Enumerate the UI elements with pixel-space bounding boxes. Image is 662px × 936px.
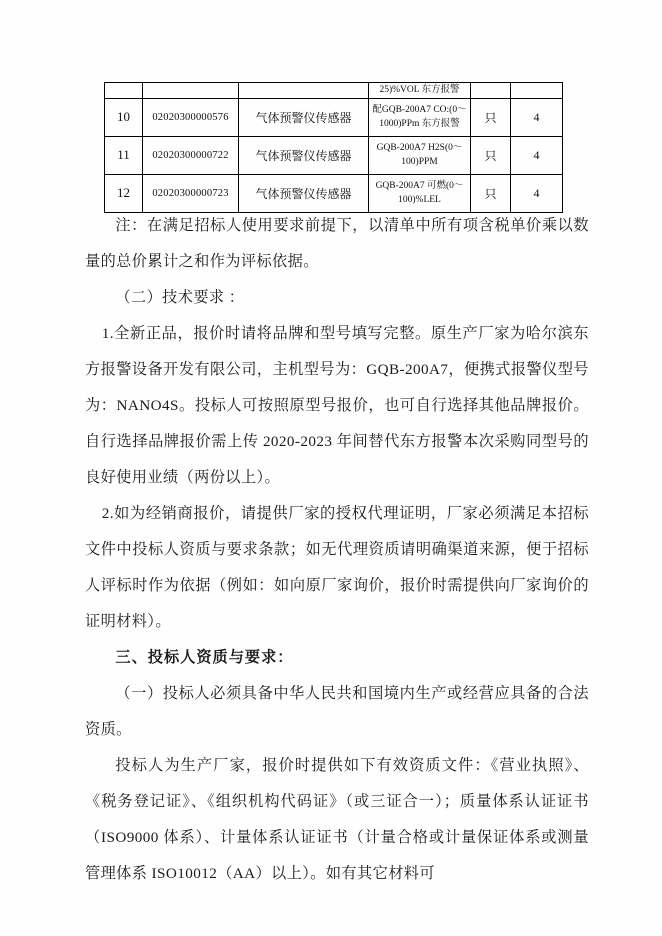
table-row bbox=[105, 174, 563, 212]
table-row bbox=[105, 136, 563, 174]
cell-item-name: 气体预警仪传感器 bbox=[239, 136, 369, 174]
cell-code: 02020300000723 bbox=[143, 174, 239, 212]
tech-requirement-item-2: 2.如为经销商报价，请提供厂家的授权代理证明，厂家必须满足本招标文件中投标人资质与要求条款；如无代理资质请明确渠道来源，便于招标人评标时作为依据（例如：如向原厂家询价，报价时需提供向厂家询价的证明材料）。 bbox=[85, 505, 589, 630]
cell-code bbox=[143, 83, 239, 99]
cell-qty: 4 bbox=[511, 174, 563, 212]
table-row-continued bbox=[105, 83, 563, 99]
cell-no: 11 bbox=[105, 136, 143, 174]
cell-qty bbox=[511, 83, 563, 99]
cell-unit: 只 bbox=[471, 174, 511, 212]
cell-no: 12 bbox=[105, 174, 143, 212]
spec-line-1: 配GQB-200A7 CO:(0～ bbox=[372, 104, 467, 115]
cell-item-name: 气体预警仪传感器 bbox=[239, 174, 369, 212]
cell-spec bbox=[369, 174, 471, 212]
cell-spec: 25)%VOL 东方报警 bbox=[369, 83, 471, 99]
qualification-item-1: （一）投标人必须具备中华人民共和国境内生产或经营应具备的合法资质。 bbox=[85, 685, 589, 738]
spec-line-2: 100)%LEL bbox=[398, 195, 441, 206]
cell-qty: 4 bbox=[511, 98, 563, 136]
document-body bbox=[85, 208, 589, 892]
cell-item-name: 气体预警仪传感器 bbox=[239, 98, 369, 136]
cell-code: 02020300000576 bbox=[143, 98, 239, 136]
tech-requirements-title: （二）技术要求 ： bbox=[115, 289, 245, 306]
qualification-item-2: 投标人为生产厂家，报价时提供如下有效资质文件：《营业执照》、《税务登记证》、《组织机构代码证》（或三证合一）；质量体系认证证书（ISO9000 体系）、计量体系认证证书（计量合格或计量保证体系或测量管理体系 ISO10012（AA）以上）。如有其它材料可 bbox=[85, 757, 589, 882]
cell-unit: 只 bbox=[471, 98, 511, 136]
cell-code: 02020300000722 bbox=[143, 136, 239, 174]
spec-table-container bbox=[104, 82, 562, 213]
section-three-title: 三、投标人资质与要求： bbox=[115, 649, 294, 666]
cell-spec bbox=[369, 98, 471, 136]
note-paragraph: 注：在满足招标人使用要求前提下，以清单中所有项含税单价乘以数量的总价累计之和作为评标依据。 bbox=[85, 217, 589, 270]
procurement-item-table bbox=[104, 82, 563, 213]
table-row bbox=[105, 98, 563, 136]
cell-item-name bbox=[239, 83, 369, 99]
spec-line-2: 1000)PPm 东方报警 bbox=[379, 119, 460, 130]
cell-no bbox=[105, 83, 143, 99]
cell-spec bbox=[369, 136, 471, 174]
cell-no: 10 bbox=[105, 98, 143, 136]
cell-qty: 4 bbox=[511, 136, 563, 174]
cell-unit bbox=[471, 83, 511, 99]
spec-line-2: 100)PPM bbox=[401, 157, 438, 168]
spec-line-1: GQB-200A7 可燃(0～ bbox=[375, 180, 464, 191]
tech-requirement-item-1: 1.全新正品，报价时请将品牌和型号填写完整。原生产厂家为哈尔滨东方报警设备开发有限公司，主机型号为：GQB-200A7，便携式报警仪型号为：NANO4S。投标人可按照原型号报价，也可自行选择其他品牌报价。自行选择品牌报价需上传 2020-2023 年间替代东方报警本次采购同型号的良好使用业绩（两份以上）。 bbox=[85, 325, 589, 486]
cell-unit: 只 bbox=[471, 136, 511, 174]
spec-line-1: GQB-200A7 H2S(0～ bbox=[376, 142, 463, 153]
